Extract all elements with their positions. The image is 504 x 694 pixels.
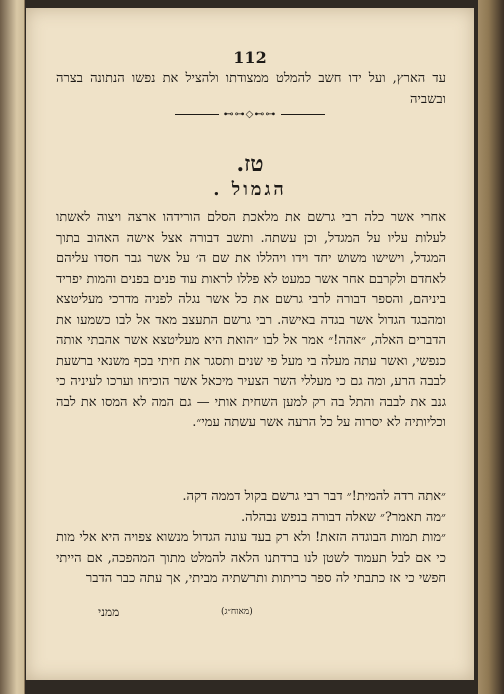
top-paragraph: עד הארץ, ועל ידו חשב להמלט ממצודתו ולהציל את נפשו הנתונה בצרה ובשביה (56, 71, 447, 107)
dialogue-line: ״אתה רדה להמית!״ דבר רבי גרשם בקול דממה דקה. (182, 489, 446, 504)
page-footer (56, 605, 446, 623)
dialogue-line: ״מה תאמר?״ שאלה דבורה בנפש נבהלה. (241, 509, 446, 525)
divider-rule-right (281, 114, 325, 115)
printer-signature: (מאוח״ג) (221, 607, 253, 617)
chapter-number: טז. (236, 151, 264, 177)
divider-ornament: ⊷⊶◇⊷⊶ (223, 109, 277, 120)
body-paragraph-block (56, 208, 446, 434)
book-page (26, 8, 474, 680)
catchword: ממני (98, 605, 120, 619)
top-paragraph-block (56, 69, 446, 110)
section-divider (26, 109, 474, 120)
chapter-title: הגמול . (213, 179, 287, 200)
body-paragraph: אחרי אשר כלה רבי גרשם את מלאכת הסלם הורידהו ארצה ויצוה לאשתו לעלות עליו על המגדל, וכן עשתה. ותשב דבורה אצל אישה האהוב בתוך המגדל, וישישו משוש יחד וידו ויהללו את שם ה׳ על אשר גבר חסדו עליהם לאחדם ולקרבם אחר אשר כמעט לא פללו לראות עוד פנים בפנים והמות יפריד ביניהם, והספר דבורה לרבי גרשם את כל אשר נגלה לפניה מדרכי מעליטצא ומהבגד הגדול אשר בגדה באישה. רבי גרשם התעצב מאד אל לבו כשמעו את הדברים האלה, ״אהה!״ אמר אל לבו ״הואת היא מעליטצא אשר אהבתי אותה כנפשי, ואשר עתה מעלה בי מעל פי שנים ותסגר את חיתי בכף משנאי ברשעת לבבה הרע, ומה גם כי מעללי השר הצעיר מיכאל אשר הוכיחו וערכו לעיניה כי גנב את לבבה והתל בה רק למען השחית אותי — גם המה לא המסו את לבה וכליותיה לא יסרוה על כל הרעה אשר עשתה עמי״. (56, 210, 446, 430)
facing-page-edge (0, 0, 25, 694)
page-number: 112 (233, 48, 267, 67)
dialogue-line: ״מות תמות הבוגדה הזאת! ולא רק בעד עונה הגדול מנשוא צפויה היא אלי מות כי אם לבל תעמוד לשטן לנו ברדתנו הלאה להמלט מתוך המהפכה, אם הייתי חפשי כי אז כתבתי לה ספר כריתות ותרשתיה מביתי, אך עתה כבר הדבר (56, 530, 446, 586)
dialogue-block (56, 487, 446, 590)
book-cover-edge (478, 0, 504, 694)
divider-rule-left (175, 114, 219, 115)
